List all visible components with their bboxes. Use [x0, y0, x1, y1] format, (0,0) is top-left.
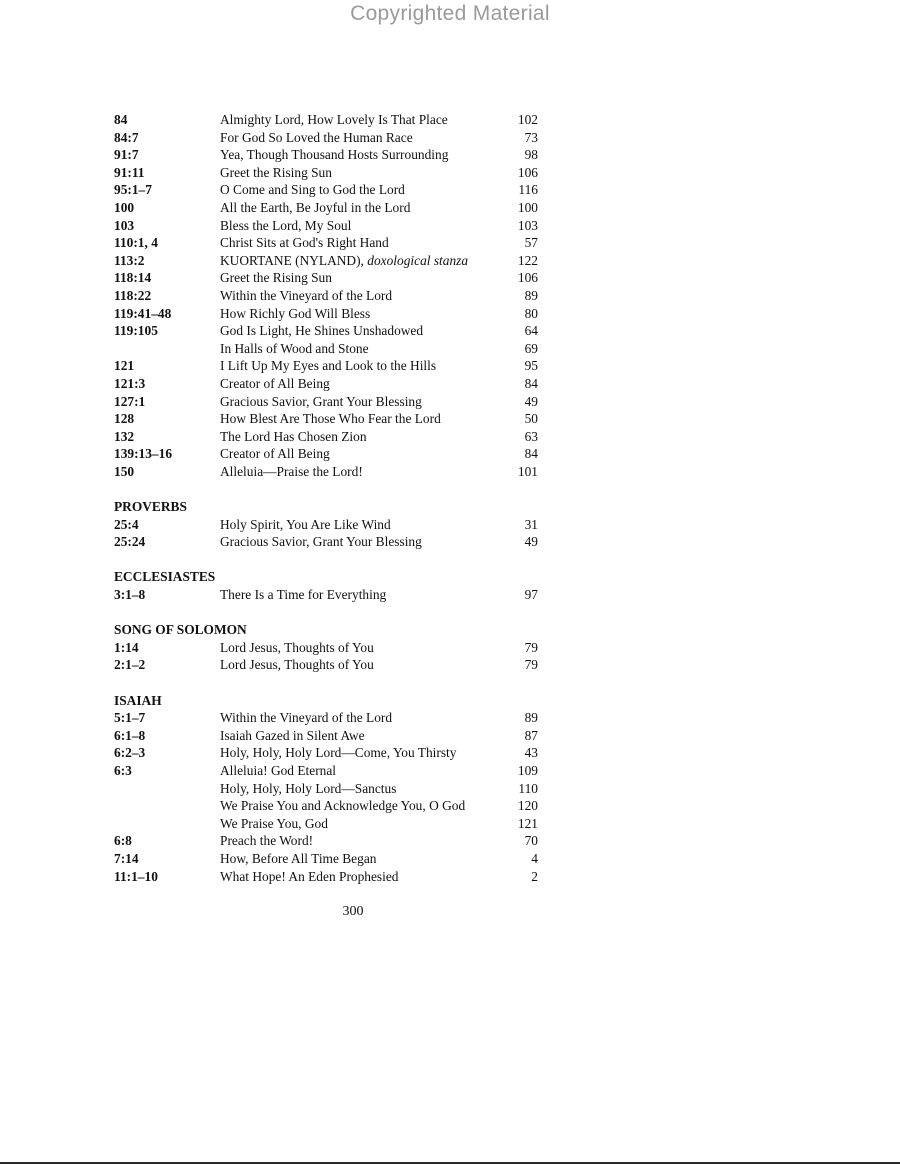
hymn-title — [220, 850, 376, 868]
index-row — [114, 217, 544, 235]
index-row — [114, 709, 544, 727]
hymn-number: 84 — [524, 446, 538, 462]
hymn-title — [220, 322, 423, 340]
hymn-title-text: For God So Loved the Human Race — [220, 129, 413, 145]
verse-reference: 11:1–10 — [114, 868, 158, 884]
hymn-number: 79 — [524, 639, 538, 655]
hymn-number: 109 — [517, 762, 538, 778]
hymn-number: 69 — [524, 340, 538, 356]
hymn-number: 73 — [524, 129, 538, 145]
hymn-number: 49 — [524, 393, 538, 409]
scripture-index — [114, 111, 544, 885]
index-row — [114, 322, 544, 340]
hymn-number: 87 — [524, 727, 538, 743]
hymn-title — [220, 146, 448, 164]
hymn-title — [220, 234, 389, 252]
index-row — [114, 797, 544, 815]
hymn-number: 50 — [524, 411, 538, 427]
index-row — [114, 287, 544, 305]
verse-reference: 7:14 — [114, 850, 139, 866]
hymn-number: 101 — [517, 463, 538, 479]
index-row — [114, 780, 544, 798]
hymn-title — [220, 797, 465, 815]
hymn-title-text: Within the Vineyard of the Lord — [220, 710, 393, 726]
hymn-title — [220, 111, 448, 129]
index-row — [114, 410, 544, 428]
verse-reference: 91:11 — [114, 164, 145, 180]
page-number: 300 — [342, 904, 364, 919]
hymn-title — [220, 129, 413, 147]
verse-reference: 3:1–8 — [114, 587, 146, 603]
verse-reference: 84:7 — [114, 129, 139, 145]
hymn-title-text: KUORTANE (NYLAND), — [220, 252, 368, 268]
hymn-title — [220, 181, 405, 199]
index-row — [114, 428, 544, 446]
verse-reference: 132 — [114, 428, 135, 444]
hymn-number: 100 — [517, 199, 538, 215]
verse-reference: 84 — [114, 112, 128, 127]
hymn-title — [220, 463, 363, 481]
index-row — [114, 850, 544, 868]
hymn-title-text: Within the Vineyard of the Lord — [220, 287, 393, 303]
verse-reference: 118:14 — [114, 270, 152, 286]
hymn-title-text: We Praise You, God — [220, 815, 328, 831]
index-row — [114, 199, 544, 217]
hymn-number: 122 — [517, 252, 538, 268]
hymn-title — [220, 164, 332, 182]
hymn-title-text: In Halls of Wood and Stone — [220, 340, 369, 356]
hymn-title — [220, 287, 392, 305]
hymn-number: 89 — [524, 287, 538, 303]
verse-reference: 119:41–48 — [114, 305, 172, 321]
index-row — [114, 234, 544, 252]
hymn-number: 80 — [524, 305, 538, 321]
hymn-title-text: Gracious Savior, Grant Your Blessing — [220, 393, 422, 409]
verse-reference: 150 — [114, 463, 135, 479]
hymn-title — [220, 393, 422, 411]
verse-reference: 103 — [114, 217, 135, 233]
hymn-title-text: God Is Light, He Shines Unshadowed — [220, 323, 424, 339]
hymn-title-text: Isaiah Gazed in Silent Awe — [220, 727, 365, 743]
hymn-title-text: Alleluia! God Eternal — [220, 762, 337, 778]
index-row — [114, 111, 544, 129]
hymn-number: 2 — [531, 868, 538, 884]
hymn-title — [220, 445, 330, 463]
index-row — [114, 744, 544, 762]
hymn-title-text: Greet the Rising Sun — [220, 270, 332, 286]
hymn-title-note: doxological stanza — [367, 252, 469, 268]
index-row — [114, 832, 544, 850]
index-row — [114, 639, 544, 657]
hymn-title — [220, 516, 391, 534]
index-row — [114, 375, 544, 393]
hymn-title — [220, 410, 441, 428]
verse-reference: 121:3 — [114, 375, 146, 391]
verse-reference: 121 — [114, 358, 135, 374]
hymn-title — [220, 586, 386, 604]
verse-reference: 6:3 — [114, 762, 132, 778]
hymn-title — [220, 780, 396, 798]
hymn-title — [220, 357, 436, 375]
hymn-number: 106 — [517, 270, 538, 286]
hymn-title — [220, 832, 313, 850]
hymn-title — [220, 815, 328, 833]
hymn-number: 43 — [524, 745, 538, 761]
hymn-title — [220, 252, 468, 270]
verse-reference: 95:1–7 — [114, 182, 152, 198]
verse-reference: 91:7 — [114, 147, 139, 163]
hymn-title-text: I Lift Up My Eyes and Look to the Hills — [220, 358, 437, 374]
hymn-number: 57 — [524, 235, 538, 251]
hymn-number: 102 — [517, 112, 538, 127]
index-row — [114, 533, 544, 551]
hymn-title-text: How Richly God Will Bless — [220, 305, 371, 321]
hymn-title — [220, 744, 456, 762]
verse-reference: 110:1, 4 — [114, 235, 158, 251]
hymn-title — [220, 868, 399, 886]
hymn-title — [220, 428, 367, 446]
hymn-title-text: Holy Spirit, You Are Like Wind — [220, 516, 391, 532]
hymn-title — [220, 375, 330, 393]
book-heading: ISAIAH — [114, 692, 162, 708]
hymn-number: 31 — [524, 516, 538, 532]
index-row — [114, 586, 544, 604]
index-row — [114, 727, 544, 745]
hymn-title — [220, 340, 369, 358]
hymn-number: 70 — [524, 833, 538, 849]
hymn-title-text: What Hope! An Eden Prophesied — [220, 868, 399, 884]
hymn-title-text: Preach the Word! — [220, 833, 314, 849]
hymn-title-text: Yea, Though Thousand Hosts Surrounding — [220, 147, 449, 163]
hymn-title-text: Alleluia—Praise the Lord! — [220, 463, 363, 479]
hymn-title-text: Greet the Rising Sun — [220, 164, 332, 180]
hymn-title-text: The Lord Has Chosen Zion — [220, 428, 367, 444]
hymn-number: 89 — [524, 710, 538, 726]
index-row — [114, 445, 544, 463]
hymn-title-text: How, Before All Time Began — [220, 850, 377, 866]
hymn-number: 110 — [518, 780, 538, 796]
hymn-title-text: How Blest Are Those Who Fear the Lord — [220, 411, 441, 427]
verse-reference: 127:1 — [114, 393, 146, 409]
hymn-number: 63 — [524, 428, 538, 444]
index-row — [114, 463, 544, 481]
hymn-title-text: We Praise You and Acknowledge You, O God — [220, 798, 466, 814]
book-heading: ECCLESIASTES — [114, 569, 216, 585]
hymn-number: 4 — [531, 850, 538, 866]
hymn-title — [220, 762, 336, 780]
verse-reference: 113:2 — [114, 252, 145, 268]
hymn-number: 79 — [524, 657, 538, 673]
hymn-title — [220, 709, 392, 727]
hymn-title-text: Lord Jesus, Thoughts of You — [220, 657, 374, 673]
hymn-title-text: O Come and Sing to God the Lord — [220, 182, 405, 198]
verse-reference: 6:1–8 — [114, 727, 146, 743]
hymn-title — [220, 199, 410, 217]
hymn-number: 103 — [517, 217, 538, 233]
hymn-title — [220, 533, 422, 551]
hymn-title-text: Holy, Holy, Holy Lord—Come, You Thirsty — [220, 745, 457, 761]
index-row — [114, 146, 544, 164]
index-row — [114, 305, 544, 323]
index-row — [114, 129, 544, 147]
verse-reference: 6:2–3 — [114, 745, 146, 761]
verse-reference: 5:1–7 — [114, 710, 146, 726]
hymn-title — [220, 269, 332, 287]
index-row — [114, 815, 544, 833]
hymn-title-text: All the Earth, Be Joyful in the Lord — [220, 199, 411, 215]
hymn-title — [220, 305, 370, 323]
index-row — [114, 656, 544, 674]
index-row — [114, 252, 544, 270]
index-row — [114, 340, 544, 358]
hymn-title-text: Christ Sits at God's Right Hand — [220, 235, 389, 251]
hymn-title-text: Almighty Lord, How Lovely Is That Place — [220, 112, 448, 127]
verse-reference: 25:24 — [114, 534, 146, 550]
hymn-title — [220, 217, 351, 235]
copyright-watermark: Copyrighted Material — [350, 2, 550, 25]
index-row — [114, 762, 544, 780]
hymn-number: 49 — [524, 534, 538, 550]
hymn-title-text: There Is a Time for Everything — [220, 587, 387, 603]
hymn-title — [220, 727, 365, 745]
index-row — [114, 357, 544, 375]
hymn-number: 116 — [518, 182, 538, 198]
index-row — [114, 164, 544, 182]
verse-reference: 1:14 — [114, 639, 139, 655]
verse-reference: 128 — [114, 411, 135, 427]
hymn-number: 106 — [517, 164, 538, 180]
hymn-title-text: Bless the Lord, My Soul — [220, 217, 352, 233]
hymn-title — [220, 656, 374, 674]
hymn-title-text: Gracious Savior, Grant Your Blessing — [220, 534, 422, 550]
book-heading: SONG OF SOLOMON — [114, 622, 247, 638]
verse-reference: 6:8 — [114, 833, 132, 849]
hymn-number: 98 — [524, 147, 538, 163]
hymn-number: 84 — [524, 375, 538, 391]
index-row — [114, 516, 544, 534]
verse-reference: 2:1–2 — [114, 657, 146, 673]
hymn-number: 120 — [517, 798, 538, 814]
book-heading: PROVERBS — [114, 499, 187, 515]
verse-reference: 118:22 — [114, 287, 152, 303]
hymn-title — [220, 639, 374, 657]
verse-reference: 139:13–16 — [114, 446, 173, 462]
index-row — [114, 269, 544, 287]
verse-reference: 25:4 — [114, 516, 139, 532]
index-row — [114, 181, 544, 199]
hymn-number: 95 — [524, 358, 538, 374]
hymn-number: 97 — [524, 587, 538, 603]
hymn-title-text: Creator of All Being — [220, 375, 330, 391]
index-row — [114, 868, 544, 886]
verse-reference: 119:105 — [114, 323, 158, 339]
hymn-title-text: Holy, Holy, Holy Lord—Sanctus — [220, 780, 397, 796]
hymn-number: 121 — [517, 815, 538, 831]
hymn-title-text: Creator of All Being — [220, 446, 330, 462]
index-row — [114, 393, 544, 411]
verse-reference: 100 — [114, 199, 135, 215]
hymn-title-text: Lord Jesus, Thoughts of You — [220, 639, 374, 655]
hymn-number: 64 — [524, 323, 538, 339]
